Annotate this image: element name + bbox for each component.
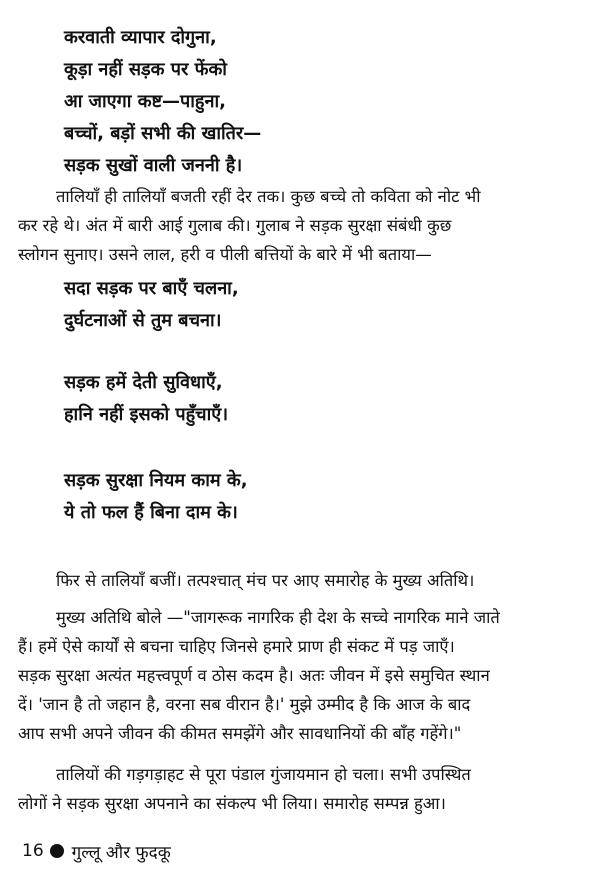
- slogan-line: ये तो फल हैं बिना दाम के।: [64, 502, 238, 523]
- paragraph: [18, 760, 588, 818]
- paragraph: [18, 566, 588, 595]
- paragraph-line: फिर से तालियाँ बजीं। तत्पश्चात् मंच पर आए समारोह के मुख्य अतिथि।: [56, 571, 475, 590]
- paragraph-line: मुख्य अतिथि बोले —"जागरूक नागरिक ही देश के सच्चे नागरिक माने जाते: [56, 608, 500, 627]
- paragraph-line: तालियाँ ही तालियाँ बजती रहीं देर तक। कुछ बच्चे तो कविता को नोट भी: [56, 187, 481, 206]
- poem-line: कूड़ा नहीं सड़क पर फेंको: [64, 59, 227, 80]
- paragraph-line: सड़क सुरक्षा अत्यंत महत्त्वपूर्ण व ठोस कदम है। अतः जीवन में इसे समुचित स्थान: [18, 666, 490, 685]
- paragraph-line: आप सभी अपने जीवन की कीमत समझेंगे और सावधानियों की बाँह गहेंगे।": [18, 724, 462, 743]
- slogan-line: हानि नहीं इसको पहुँचाएँ।: [64, 404, 229, 425]
- poem-line: सड़क सुखों वाली जननी है।: [64, 155, 243, 176]
- poem-line: करवाती व्यापार दोगुना,: [64, 27, 217, 48]
- poem-stanza: [64, 22, 261, 182]
- slogan-line: दुर्घटनाओं से तुम बचना।: [64, 310, 222, 331]
- slogan-line: सड़क सुरक्षा नियम काम के,: [64, 470, 248, 491]
- paragraph: [18, 603, 588, 748]
- bullet-icon: [50, 844, 64, 858]
- paragraph-line: लोगों ने सड़क सुरक्षा अपनाने का संकल्प भी लिया। समारोह सम्पन्न हुआ।: [18, 794, 446, 813]
- paragraph-line: तालियों की गड़गड़ाहट से पूरा पंडाल गुंजायमान हो चला। सभी उपस्थित: [56, 765, 471, 784]
- paragraph-line: स्लोगन सुनाए। उसने लाल, हरी व पीली बत्तियों के बारे में भी बताया—: [18, 245, 432, 264]
- poem-line: बच्चों, बड़ों सभी की खातिर—: [64, 123, 262, 144]
- page-number: 16: [22, 841, 44, 861]
- paragraph-line: दें। 'जान है तो जहान है, वरना सब वीरान है।' मुझे उम्मीद है कि आज के बाद: [18, 695, 471, 714]
- slogan: [64, 273, 239, 337]
- slogan: [64, 367, 228, 431]
- paragraph-line: हैं। हमें ऐसे कार्यों से बचना चाहिए जिनसे हमारे प्राण ही संकट में पड़ जाएँ।: [18, 637, 455, 656]
- book-title: गुल्लू और फुदकू: [71, 842, 171, 863]
- page-footer: [22, 836, 171, 866]
- paragraph: [18, 182, 588, 269]
- slogan-line: सड़क हमें देती सुविधाएँ,: [64, 372, 223, 393]
- slogan-line: सदा सड़क पर बाएँ चलना,: [64, 278, 239, 299]
- paragraph-line: कर रहे थे। अंत में बारी आई गुलाब की। गुलाब ने सड़क सुरक्षा संबंधी कुछ: [18, 216, 452, 235]
- slogan: [64, 465, 248, 529]
- poem-line: आ जाएगा कष्ट—पाहुना,: [64, 91, 226, 112]
